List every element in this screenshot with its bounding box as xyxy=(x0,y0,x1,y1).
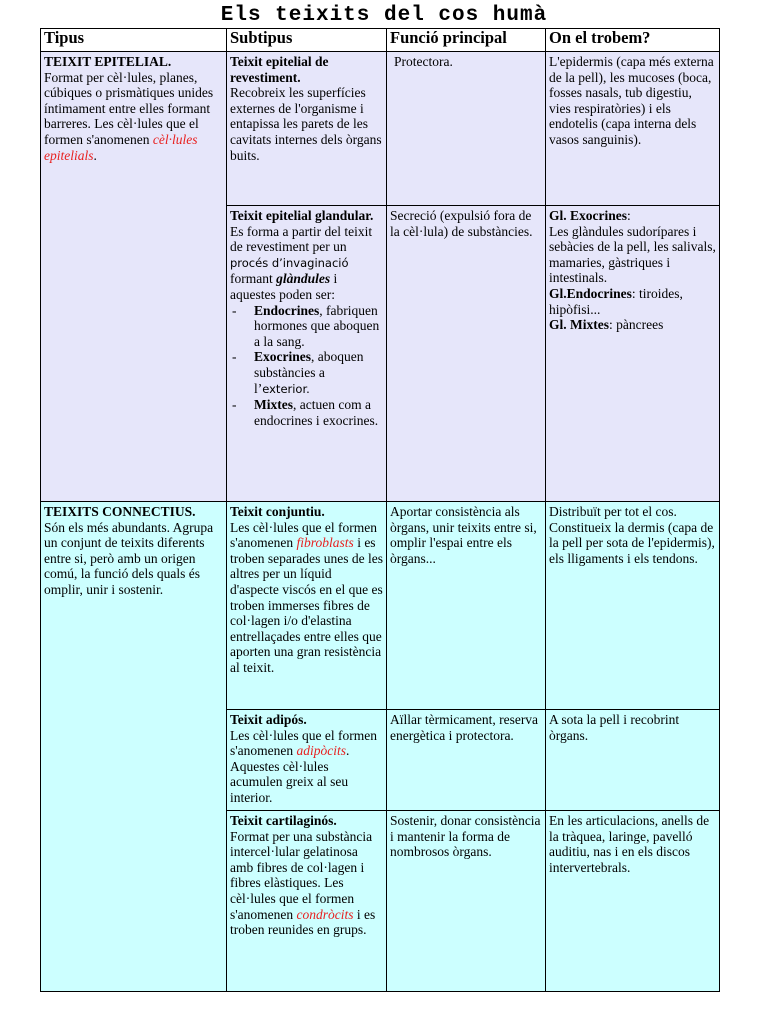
subtipus-text: Les cèl·lules que el formen s'anomenen xyxy=(230,727,377,759)
page-title: Els teixits del cos humà xyxy=(220,4,548,27)
table-row xyxy=(41,502,720,710)
subtipus-text: formant xyxy=(230,271,273,287)
cell-on-adipos xyxy=(546,710,720,811)
cell-tipus-epitelial xyxy=(41,52,227,502)
on-label: Gl. Mixtes xyxy=(549,317,609,333)
on-text: Les glàndules sudorípares i sebàcies de la pell, les salivals, mamaries, gàstriques i intestinals. xyxy=(549,223,716,286)
subtipus-text: Format per una substància intercel·lular gelatinosa amb fibres de col·lagen i fibres elàstiques. Les cèl·lules que el formen s'anomenen xyxy=(230,828,373,922)
cell-funcio-adipos xyxy=(387,710,546,811)
tipus-name: TEIXIT EPITELIAL. xyxy=(44,54,172,69)
highlight-term: cèl·lules epitelials xyxy=(44,131,198,163)
subtipus-text: Les cèl·lules que el formen s'anomenen xyxy=(230,519,377,551)
item-label: Mixtes xyxy=(254,397,293,413)
list-item xyxy=(230,303,383,350)
list-item xyxy=(230,349,383,397)
cell-funcio-revestiment xyxy=(387,52,546,206)
subtipus-name: Teixit epitelial de revestiment. xyxy=(230,54,329,85)
item-text: , aboquen substàncies a xyxy=(254,349,364,380)
item-text: l’ xyxy=(254,380,263,396)
on-label: Gl.Endocrines xyxy=(549,285,632,301)
subtipus-name: Teixit adipós. xyxy=(230,712,307,727)
funcio-text: Aportar consistència als òrgans, unir teixits entre si, omplir l'espai entre els òrgans... xyxy=(390,504,537,566)
header-on: On el trobem? xyxy=(546,29,720,52)
funcio-text: Secreció (expulsió fora de la cèl·lula) de substàncies. xyxy=(390,208,533,239)
subtipus-term: glàndules xyxy=(276,271,331,287)
subtipus-text: Es forma a partir del teixit de revestiment per un xyxy=(230,223,373,255)
cell-on-conjuntiu xyxy=(546,502,720,710)
punctuation: . xyxy=(93,147,97,163)
cell-subtipus-adipos xyxy=(227,710,387,811)
cell-on-revestiment xyxy=(546,52,720,206)
cell-subtipus-conjuntiu xyxy=(227,502,387,710)
list-item xyxy=(230,397,383,428)
subtipus-name: Teixit cartilaginós. xyxy=(230,813,337,828)
item-label: Exocrines xyxy=(254,349,311,365)
subtipus-text: . Aquestes cèl·lules acumulen greix al seu interior. xyxy=(230,743,350,805)
subtipus-name: Teixit epitelial glandular. xyxy=(230,208,374,223)
on-text: Distribuït per tot el cos. Constitueix la dermis (capa de la pell per sota de l'epidermis), els lligaments i els tendons. xyxy=(549,504,715,566)
cell-tipus-connectius xyxy=(41,502,227,992)
header-tipus: Tipus xyxy=(41,29,227,52)
highlight-term: fibroblasts xyxy=(296,535,354,551)
tipus-text: Format per cèl·lules, planes, cúbiques o prismàtiques unides íntimament entre elles formant barreres. Les cèl·lules que el formen s'anomenen xyxy=(44,69,214,147)
tissues-table xyxy=(40,28,720,992)
cell-subtipus-cartilaginos xyxy=(227,811,387,992)
tipus-name: TEIXITS CONNECTIUS. xyxy=(44,504,196,519)
item-label: Endocrines xyxy=(254,302,320,318)
cell-funcio-conjuntiu xyxy=(387,502,546,710)
item-text: , actuen com a endocrines i exocrines. xyxy=(254,397,379,428)
gland-types-list xyxy=(230,303,383,429)
on-text: : tiroides, hipòfisi... xyxy=(549,285,683,317)
table-row xyxy=(41,52,720,206)
on-text: En les articulacions, anells de la tràquea, laringe, pavelló auditiu, nas i en els discos intervertebrals. xyxy=(549,813,710,875)
subtipus-text: Recobreix les superfícies externes de l'organisme i entapissa les parets de les cavitats internes dels òrgans buits. xyxy=(230,85,382,163)
cell-funcio-cartilaginos xyxy=(387,811,546,992)
subtipus-text: i es troben separades unes de les altres per un líquid d'aspecte viscós en el que es troben immerses fibres de col·lagen i/o d'elastina entrellaçades entre elles que aporten una gran resistència al teixit. xyxy=(230,535,383,675)
cell-subtipus-revestiment xyxy=(227,52,387,206)
cell-on-glandular xyxy=(546,206,720,502)
tipus-text: Són els més abundants. Agrupa un conjunt de teixits diferents entre si, però amb un origen comú, la funció dels quals és omplir, unir i sostenir. xyxy=(44,519,214,597)
header-row xyxy=(41,29,720,52)
funcio-text: Protectora. xyxy=(394,54,453,69)
subtipus-text: procés d’invaginació xyxy=(230,255,349,270)
funcio-text: Aïllar tèrmicament, reserva energètica i protectora. xyxy=(390,712,539,743)
subtipus-name: Teixit conjuntiu. xyxy=(230,504,325,519)
funcio-text: Sostenir, donar consistència i mantenir la forma de nombrosos òrgans. xyxy=(390,813,541,860)
on-text: L'epidermis (capa més externa de la pell), les mucoses (boca, fosses nasals, tub digestiu, vies respiratòries) i els endotelis (capa interna dels vasos sanguinis). xyxy=(549,54,714,147)
on-text: : pàncrees xyxy=(609,317,664,333)
header-funcio: Funció principal xyxy=(387,29,546,52)
subtipus-text: i aquestes poden ser: xyxy=(230,271,338,302)
punctuation: : xyxy=(627,208,631,223)
cell-on-cartilaginos xyxy=(546,811,720,992)
on-text: A sota la pell i recobrint òrgans. xyxy=(549,712,680,743)
header-subtipus: Subtipus xyxy=(227,29,387,52)
on-label: Gl. Exocrines xyxy=(549,208,627,223)
subtipus-text: i es troben reunides en grups. xyxy=(230,906,376,938)
item-text: , fabriquen hormones que aboquen a la sang. xyxy=(254,302,380,349)
cell-funcio-glandular xyxy=(387,206,546,502)
cell-subtipus-glandular xyxy=(227,206,387,502)
highlight-term: adipòcits xyxy=(296,743,347,759)
highlight-term: condròcits xyxy=(296,906,354,922)
item-text: exterior. xyxy=(262,381,310,396)
